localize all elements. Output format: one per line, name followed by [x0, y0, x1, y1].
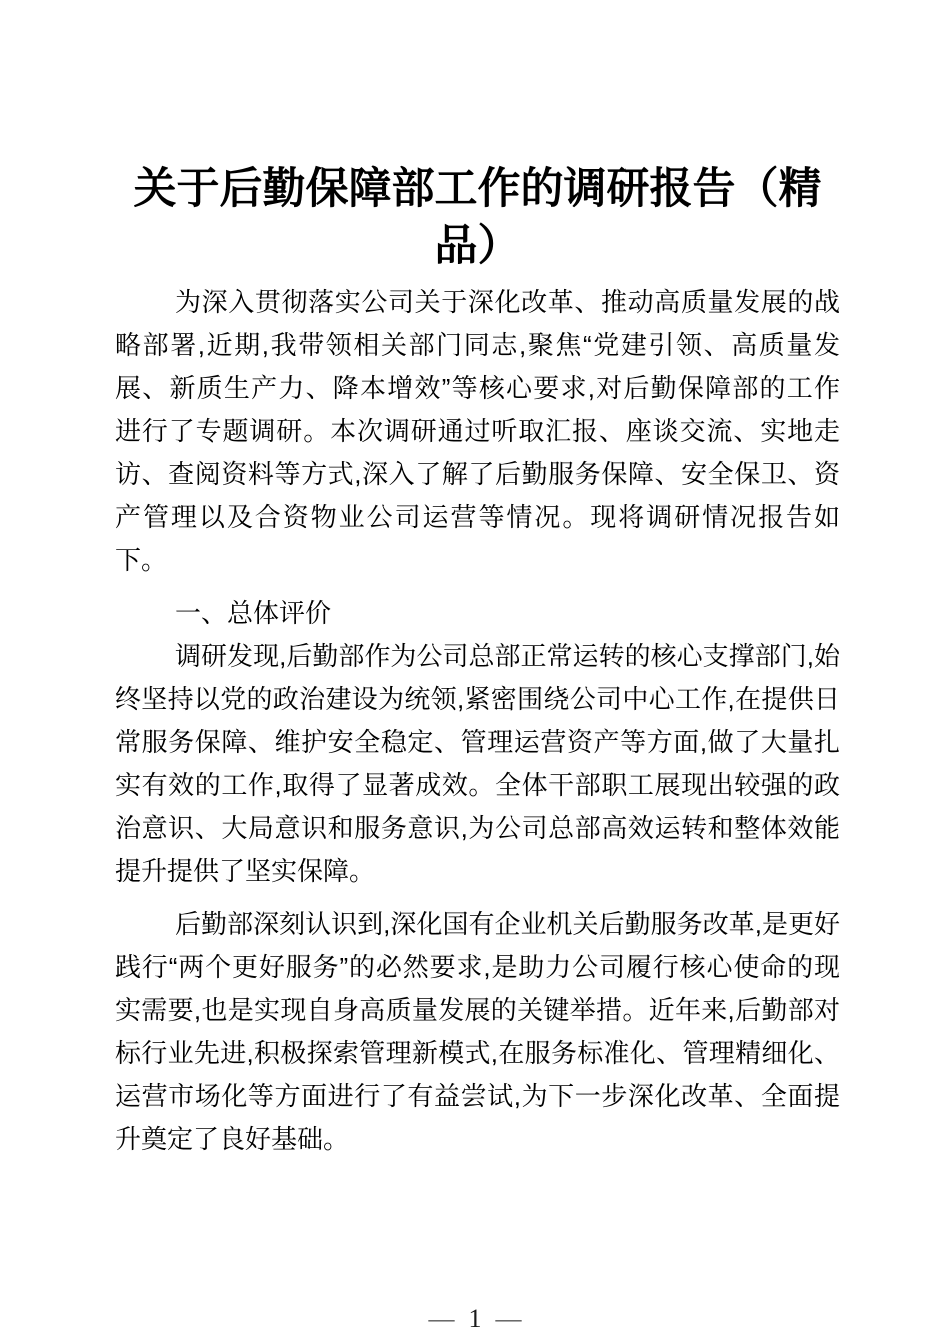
- text-line: 践行“两个更好服务”的必然要求,是助力公司履行核心使命的现: [115, 952, 840, 982]
- text-line: 进行了专题调研。本次调研通过听取汇报、座谈交流、实地走: [115, 416, 840, 446]
- text-line: 实需要,也是实现自身高质量发展的关键举措。近年来,后勤部对: [115, 995, 840, 1025]
- title-line-2: 品）: [434, 223, 521, 270]
- page-footer: [0, 1302, 950, 1336]
- footer-dash-left: —: [428, 1304, 455, 1333]
- footer-dash-right: —: [495, 1304, 522, 1333]
- paragraph-reform-understanding: [115, 903, 840, 1161]
- text-line: 标行业先进,积极探索管理新模式,在服务标准化、管理精细化、: [115, 1038, 840, 1068]
- paragraph-overall-evaluation: [115, 635, 840, 893]
- text-line: 常服务保障、维护安全稳定、管理运营资产等方面,做了大量扎: [115, 727, 840, 757]
- text-line: 实有效的工作,取得了显著成效。全体干部职工展现出较强的政: [115, 770, 840, 800]
- text-line: 后勤部深刻认识到,深化国有企业机关后勤服务改革,是更好: [175, 909, 840, 939]
- paragraph-intro: [115, 281, 840, 582]
- text-line: 终坚持以党的政治建设为统领,紧密围绕公司中心工作,在提供日: [115, 684, 840, 714]
- text-line: 展、新质生产力、降本增效”等核心要求,对后勤保障部的工作: [115, 373, 840, 403]
- document-content: [115, 0, 840, 1161]
- text-line: 提升提供了坚实保障。: [115, 856, 376, 886]
- text-line: 运营市场化等方面进行了有益尝试,为下一步深化改革、全面提: [115, 1081, 840, 1111]
- text-line: 略部署,近期,我带领相关部门同志,聚焦“党建引领、高质量发: [115, 330, 840, 360]
- text-line: 下。: [115, 545, 168, 575]
- title-line-1: 关于后勤保障部工作的调研报告（精: [133, 166, 822, 213]
- section-heading-1: 一、总体评价: [175, 598, 332, 628]
- text-line: 调研发现,后勤部作为公司总部正常运转的核心支撑部门,始: [175, 641, 840, 671]
- page-number: 1: [468, 1304, 482, 1333]
- text-line: 升奠定了良好基础。: [115, 1124, 350, 1154]
- text-line: 访、查阅资料等方式,深入了解了后勤服务保障、安全保卫、资: [115, 459, 840, 489]
- text-line: 产管理以及合资物业公司运营等情况。现将调研情况报告如: [115, 502, 840, 532]
- text-line: 为深入贯彻落实公司关于深化改革、推动高质量发展的战: [175, 287, 840, 317]
- text-line: 治意识、大局意识和服务意识,为公司总部高效运转和整体效能: [115, 813, 840, 843]
- document-title: [115, 161, 840, 275]
